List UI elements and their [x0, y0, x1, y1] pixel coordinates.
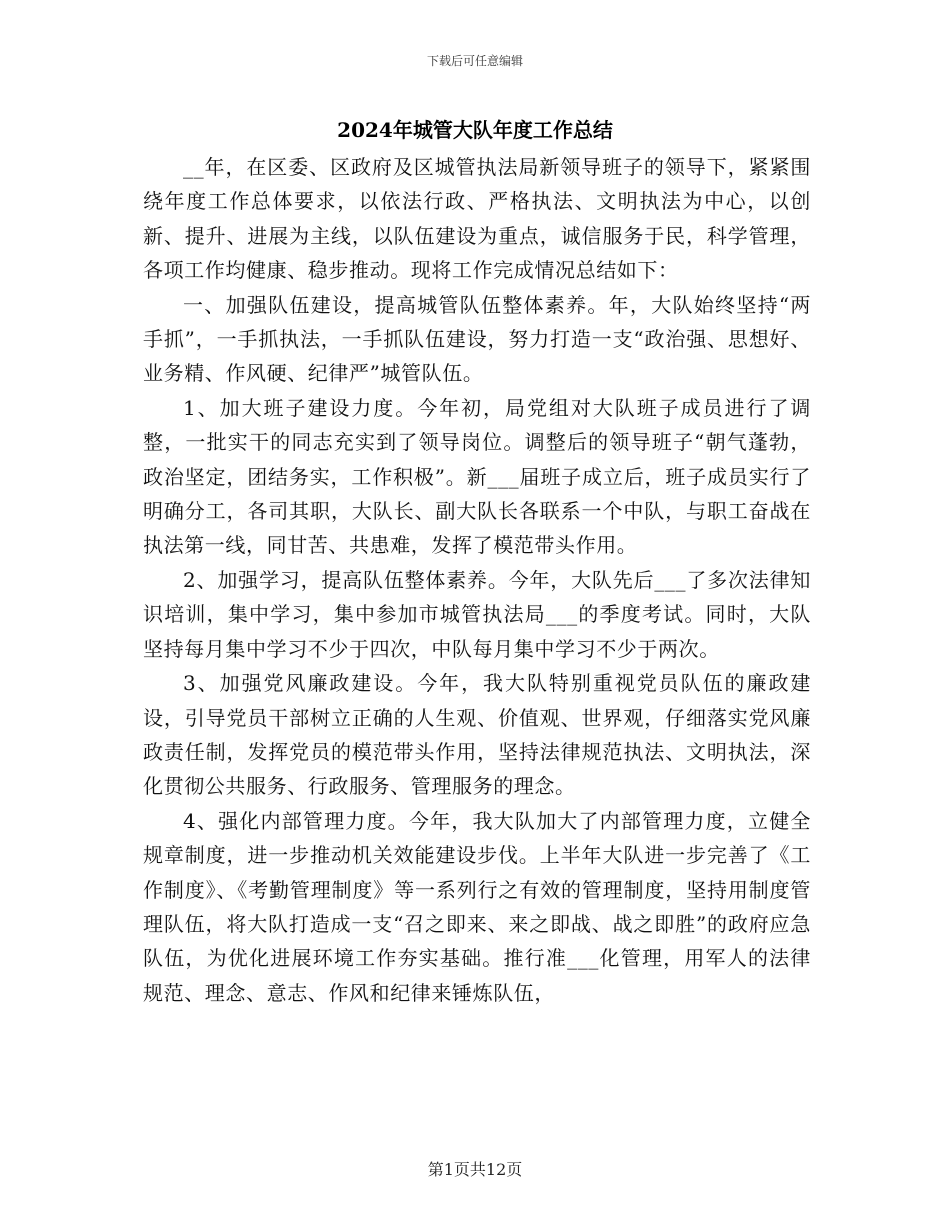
paragraph-item-1: 1、加大班子建设力度。今年初，局党组对大队班子成员进行了调整，一批实干的同志充实到了领导岗位。调整后的领导班子“朝气蓬勃，政治坚定，团结务实，工作积极”。新___届班子成立后，班子成员实行了明确分工，各司其职，大队长、副大队长各联系一个中队，与职工奋战在执法第一线，同甘苦、共患难，发挥了模范带头作用。 — [143, 395, 811, 558]
paragraph-item-4: 4、强化内部管理力度。今年，我大队加大了内部管理力度，立健全规章制度，进一步推动机关效能建设步伐。上半年大队进一步完善了《工作制度》、《考勤管理制度》等一系列行之有效的管理制度，坚持用制度管理队伍，将大队打造成一支“召之即来、来之即战、战之即胜”的政府应急队伍，为优化进展环境工作夯实基础。推行准___化管理，用军人的法律规范、理念、意志、作风和纪律来锤炼队伍， — [143, 808, 811, 1005]
paragraph-item-2: 2、加强学习，提高队伍整体素养。今年，大队先后___了多次法律知识培训，集中学习，集中参加市城管执法局___的季度考试。同时，大队坚持每月集中学习不少于四次，中队每月集中学习不少于两次。 — [143, 567, 811, 661]
header-note: 下载后可任意编辑 — [426, 54, 523, 68]
page-number: 第1页共12页 — [427, 1160, 523, 1179]
document-body — [143, 150, 811, 1010]
paragraph-item-3: 3、加强党风廉政建设。今年，我大队特别重视党员队伍的廉政建设，引导党员干部树立正确的人生观、价值观、世界观，仔细落实党风廉政责任制，发挥党员的模范带头作用，坚持法律规范执法、文明执法，深化贯彻公共服务、行政服务、管理服务的理念。 — [143, 671, 811, 799]
paragraph-section-1: 一、加强队伍建设，提高城管队伍整体素养。年，大队始终坚持“两手抓”，一手抓执法，一手抓队伍建设，努力打造一支“政治强、思想好、业务精、作风硬、纪律严”城管队伍。 — [143, 292, 811, 386]
document-title: 2024年城管大队年度工作总结 — [337, 118, 613, 142]
paragraph-intro: __年，在区委、区政府及区城管执法局新领导班子的领导下，紧紧围绕年度工作总体要求，以依法行政、严格执法、文明执法为中心，以创新、提升、进展为主线，以队伍建设为重点，诚信服务于民，科学管理，各项工作均健康、稳步推动。现将工作完成情况总结如下： — [143, 155, 811, 283]
